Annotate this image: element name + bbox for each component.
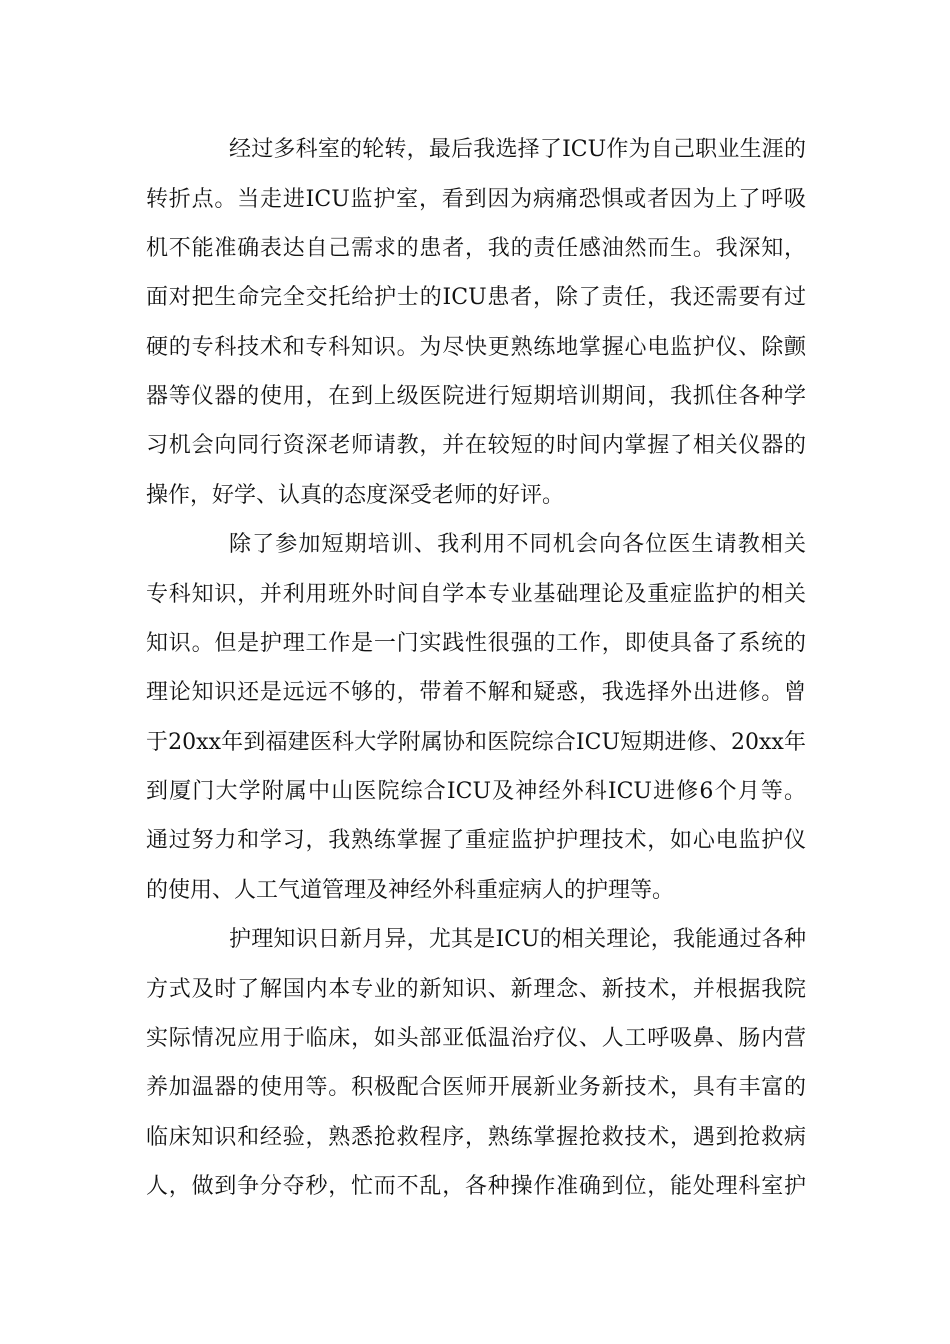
text-line: 人，做到争分夺秒，忙而不乱，各种操作准确到位，能处理科室护 (146, 1174, 806, 1199)
text-line: 硬的专科技术和专科知识。为尽快更熟练地掌握心电监护仪、除颤 (146, 335, 806, 360)
text-line: 经过多科室的轮转，最后我选择了ICU作为自己职业生涯的 (229, 137, 806, 162)
text-line: 除了参加短期培训、我利用不同机会向各位医生请教相关 (229, 532, 806, 557)
text-line: 理论知识还是远远不够的，带着不解和疑惑，我选择外出进修。曾 (146, 680, 806, 705)
text-line: 专科知识，并利用班外时间自学本专业基础理论及重症监护的相关 (146, 582, 806, 607)
text-line: 习机会向同行资深老师请教，并在较短的时间内掌握了相关仪器的 (146, 433, 806, 458)
text-line: 实际情况应用于临床，如头部亚低温治疗仪、人工呼吸鼻、肠内营 (146, 1026, 806, 1051)
text-line: 通过努力和学习，我熟练掌握了重症监护护理技术，如心电监护仪 (146, 828, 806, 853)
text-line: 养加温器的使用等。积极配合医师开展新业务新技术，具有丰富的 (146, 1075, 806, 1100)
text-line: 器等仪器的使用，在到上级医院进行短期培训期间，我抓住各种学 (146, 384, 806, 409)
text-line: 临床知识和经验，熟悉抢救程序，熟练掌握抢救技术，遇到抢救病 (146, 1125, 806, 1150)
text-line: 机不能准确表达自己需求的患者，我的责任感油然而生。我深知， (146, 236, 806, 261)
text-line: 的使用、人工气道管理及神经外科重症病人的护理等。 (146, 878, 675, 903)
text-line: 到厦门大学附属中山医院综合ICU及神经外科ICU进修6个月等。 (146, 779, 806, 804)
text-line: 方式及时了解国内本专业的新知识、新理念、新技术，并根据我院 (146, 977, 806, 1002)
text-line: 面对把生命完全交托给护士的ICU患者，除了责任，我还需要有过 (146, 285, 806, 310)
text-line: 知识。但是护理工作是一门实践性很强的工作，即使具备了系统的 (146, 631, 806, 656)
text-line: 操作，好学、认真的态度深受老师的好评。 (146, 483, 565, 508)
text-line: 转折点。当走进ICU监护室，看到因为病痛恐惧或者因为上了呼吸 (146, 187, 806, 212)
text-line: 于20xx年到福建医科大学附属协和医院综合ICU短期进修、20xx年 (146, 730, 806, 755)
text-line: 护理知识日新月异，尤其是ICU的相关理论，我能通过各种 (229, 927, 806, 952)
